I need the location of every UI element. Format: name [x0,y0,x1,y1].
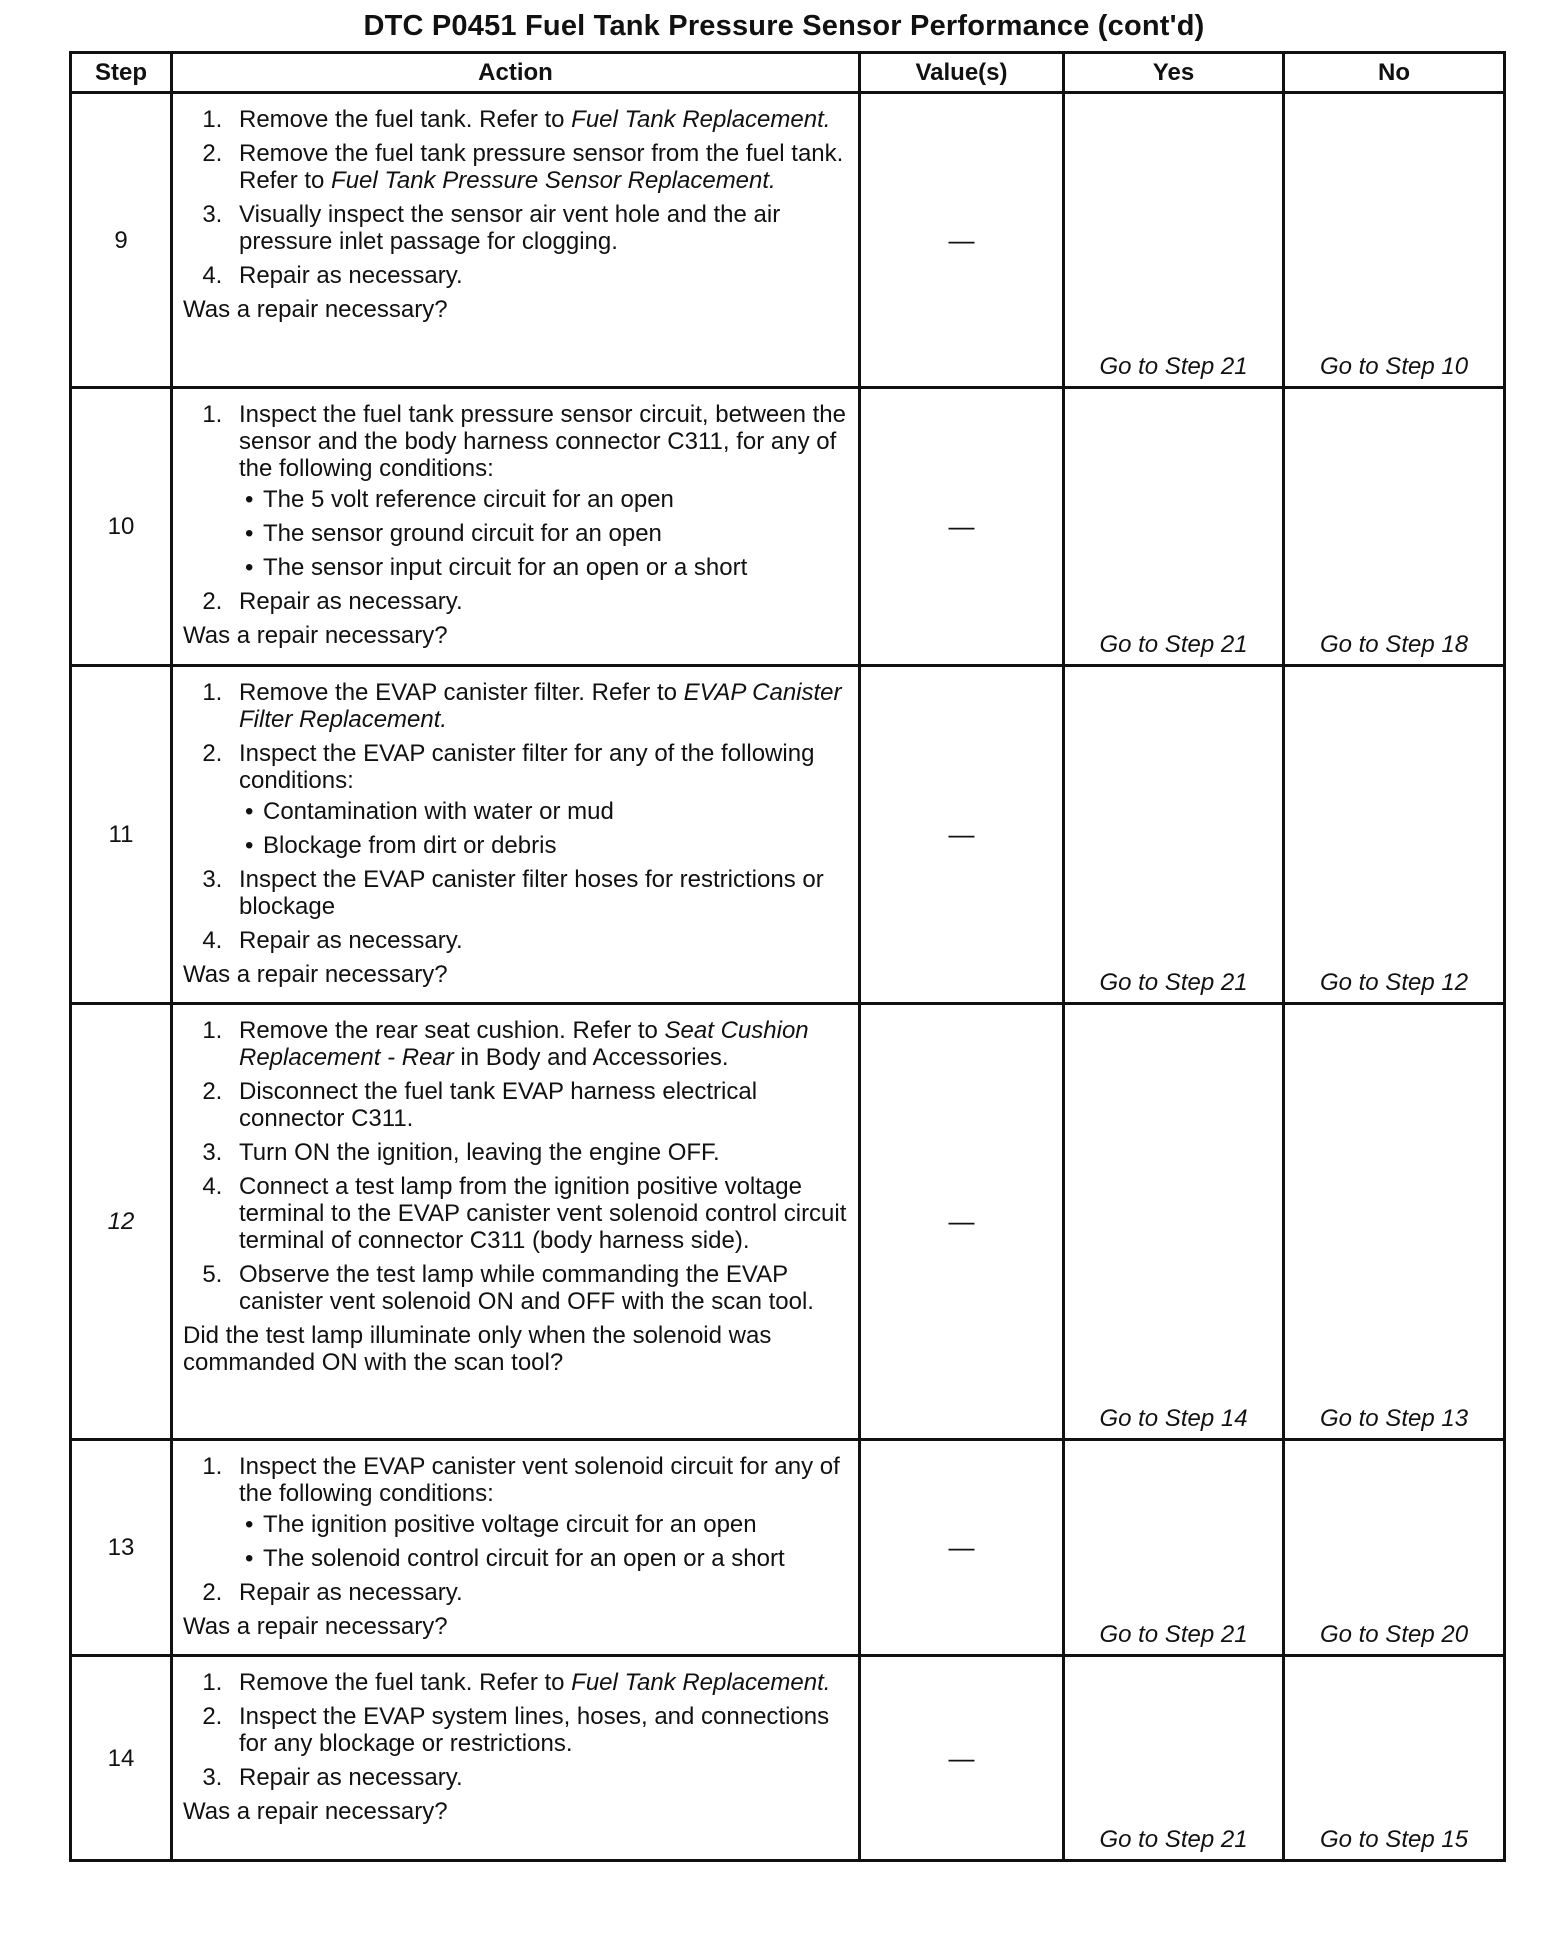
value-cell: — [860,388,1064,666]
condition-list [239,798,850,859]
action-step-item [229,1764,850,1791]
yes-result: Go to Step 21 [1064,666,1284,1004]
action-cell [172,1656,860,1861]
condition-item: • The solenoid control circuit for an open or a short [263,1545,850,1572]
action-steps-list [183,1669,850,1791]
table-row [71,93,1505,388]
reference-text: Seat Cushion Replacement - Rear [239,1017,809,1071]
condition-list [239,1511,850,1572]
reference-text: Fuel Tank Replacement. [571,1669,831,1696]
condition-item: • The 5 volt reference circuit for an open [263,486,850,513]
yes-result: Go to Step 21 [1064,388,1284,666]
action-steps-list [183,106,850,289]
action-step-item [229,927,850,954]
value-cell: — [860,1440,1064,1656]
action-cell [172,388,860,666]
action-step-item [229,401,850,581]
step-number: 10 [71,388,172,666]
reference-text: EVAP Canister Filter Replacement. [239,679,842,733]
yes-result: Go to Step 21 [1064,1440,1284,1656]
page-title: DTC P0451 Fuel Tank Pressure Sensor Performance (cont'd) [363,10,1205,42]
action-step-item [229,1017,850,1071]
value-cell: — [860,666,1064,1004]
action-step-item [229,201,850,255]
no-result: Go to Step 20 [1284,1440,1505,1656]
action-text: Remove the fuel tank. Refer to [239,1669,572,1696]
action-question: Did the test lamp illuminate only when the solenoid was commanded ON with the scan tool? [183,1322,772,1376]
reference-text: Fuel Tank Pressure Sensor Replacement. [331,167,776,194]
action-text: Remove the fuel tank. Refer to [239,106,572,133]
action-text: Repair as necessary. [239,1579,463,1606]
action-step-item [229,106,850,133]
step-number: 9 [71,93,172,388]
action-step-item [229,866,850,920]
action-text: Turn ON the ignition, leaving the engine OFF. [239,1139,720,1166]
yes-result: Go to Step 14 [1064,1004,1284,1440]
action-question: Was a repair necessary? [183,1798,448,1825]
condition-item: • Blockage from dirt or debris [263,832,850,859]
value-cell: — [860,93,1064,388]
action-text: Remove the EVAP canister filter. Refer to [239,679,684,706]
condition-list [239,486,850,581]
value-cell: — [860,1004,1064,1440]
action-text: Repair as necessary. [239,588,463,615]
action-step-item [229,679,850,733]
action-steps-list [183,1453,850,1606]
table-header-row [71,53,1505,93]
table-row [71,1656,1505,1861]
yes-result: Go to Step 21 [1064,1656,1284,1861]
action-text: Inspect the EVAP canister filter for any of the following conditions: [239,740,815,794]
value-cell: — [860,1656,1064,1861]
condition-item: • Contamination with water or mud [263,798,850,825]
yes-result: Go to Step 21 [1064,93,1284,388]
header-yes: Yes [1064,53,1284,93]
action-question: Was a repair necessary? [183,961,448,988]
action-text: Inspect the EVAP canister vent solenoid circuit for any of the following conditions: [239,1453,840,1507]
action-steps-list [183,679,850,954]
action-text: Repair as necessary. [239,927,463,954]
action-step-item [229,1579,850,1606]
header-action: Action [172,53,860,93]
step-number: 13 [71,1440,172,1656]
action-question: Was a repair necessary? [183,1613,448,1640]
action-step-item [229,1261,850,1315]
action-text: Remove the fuel tank pressure sensor from the fuel tank. Refer to [239,140,844,194]
step-number: 11 [71,666,172,1004]
action-text: Disconnect the fuel tank EVAP harness electrical connector C311. [239,1078,758,1132]
action-text: Remove the rear seat cushion. Refer to [239,1017,665,1044]
diagnostic-table [69,51,1506,1862]
action-text: Inspect the EVAP system lines, hoses, and connections for any blockage or restrictions. [239,1703,830,1757]
step-number: 12 [71,1004,172,1440]
action-step-item [229,262,850,289]
step-number: 14 [71,1656,172,1861]
action-cell [172,1440,860,1656]
action-steps-list [183,401,850,615]
action-question: Was a repair necessary? [183,296,448,323]
action-text: Visually inspect the sensor air vent hole and the air pressure inlet passage for clogging. [239,201,781,255]
action-cell [172,93,860,388]
no-result: Go to Step 18 [1284,388,1505,666]
no-result: Go to Step 12 [1284,666,1505,1004]
no-result: Go to Step 10 [1284,93,1505,388]
action-step-item [229,140,850,194]
reference-text: Fuel Tank Replacement. [571,106,831,133]
action-text: Repair as necessary. [239,262,463,289]
action-step-item [229,1703,850,1757]
action-step-item [229,1139,850,1166]
action-steps-list [183,1017,850,1315]
action-step-item [229,588,850,615]
condition-item: • The sensor ground circuit for an open [263,520,850,547]
action-text: Repair as necessary. [239,1764,463,1791]
header-value: Value(s) [860,53,1064,93]
table-row [71,1440,1505,1656]
action-step-item [229,1173,850,1254]
no-result: Go to Step 15 [1284,1656,1505,1861]
action-cell [172,666,860,1004]
action-cell [172,1004,860,1440]
table-row [71,388,1505,666]
no-result: Go to Step 13 [1284,1004,1505,1440]
condition-item: • The sensor input circuit for an open or a short [263,554,850,581]
table-row [71,1004,1505,1440]
action-text: Connect a test lamp from the ignition positive voltage terminal to the EVAP canister vent solenoid control circuit terminal of connector C311 (body harness side). [239,1173,847,1254]
action-step-item [229,1078,850,1132]
table-row [71,666,1505,1004]
action-step-item [229,740,850,859]
action-question: Was a repair necessary? [183,622,448,649]
action-text: in Body and Accessories. [453,1044,729,1071]
action-text: Inspect the EVAP canister filter hoses for restrictions or blockage [239,866,824,920]
action-text: Inspect the fuel tank pressure sensor circuit, between the sensor and the body harness connector C311, for any of the following conditions: [239,401,846,482]
action-step-item [229,1453,850,1572]
condition-item: • The ignition positive voltage circuit for an open [263,1511,850,1538]
action-step-item [229,1669,850,1696]
header-step: Step [71,53,172,93]
action-text: Observe the test lamp while commanding the EVAP canister vent solenoid ON and OFF with the scan tool. [239,1261,814,1315]
header-no: No [1284,53,1505,93]
